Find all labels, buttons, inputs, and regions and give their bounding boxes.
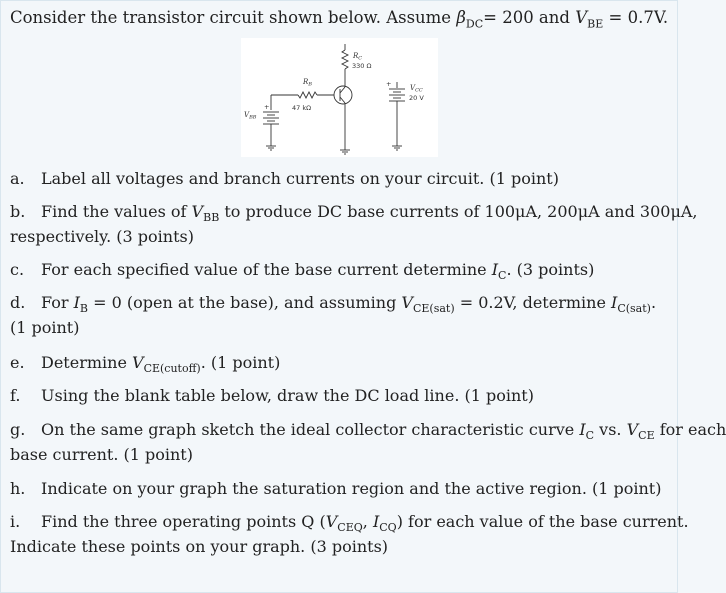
- vceq-symbol: V: [325, 512, 338, 531]
- question-d-label: d.: [10, 293, 26, 312]
- ic-subscript-g: C: [585, 429, 595, 443]
- vbb-subscript: BB: [203, 211, 220, 225]
- question-c-label: c.: [10, 260, 25, 279]
- question-i-line2: Indicate these points on your graph. (3 points): [10, 537, 389, 556]
- question-i-text-1: Find the three operating points Q (: [41, 512, 326, 531]
- vbb-symbol: V: [191, 202, 204, 221]
- question-d-text-1: For: [41, 293, 74, 312]
- question-i-text-2: ) for each value of the base current.: [396, 512, 689, 531]
- vce-symbol-g: V: [626, 420, 639, 439]
- intro-text-3: = 0.7V.: [603, 8, 669, 27]
- question-g-text-2: vs.: [594, 420, 627, 439]
- ib-symbol: I: [73, 293, 80, 312]
- vce-sat-symbol: V: [401, 293, 413, 312]
- rb-resistor: [298, 92, 317, 98]
- question-e-label: e.: [10, 353, 25, 372]
- beta-symbol: β: [456, 8, 466, 27]
- question-i-label: i.: [10, 512, 21, 531]
- question-g-text-1: On the same graph sketch the ideal collector characteristic curve: [41, 420, 580, 439]
- question-d-text-3: = 0.2V, determine: [454, 293, 611, 312]
- question-b: [10, 201, 698, 229]
- question-i: [10, 511, 689, 539]
- circuit-schematic: [241, 38, 438, 157]
- ic-symbol: I: [491, 260, 499, 279]
- question-f: [10, 385, 534, 407]
- question-h-text: Indicate on your graph the saturation region and the active region. (1 point): [41, 479, 662, 498]
- vce-cutoff-symbol: V: [132, 353, 144, 372]
- transistor-circuit-diagram: [241, 38, 438, 157]
- question-h-label: h.: [10, 479, 26, 498]
- question-b-text-1: Find the values of: [41, 202, 192, 221]
- question-i-comma: ,: [362, 512, 373, 531]
- question-e-text-2: . (1 point): [200, 353, 281, 372]
- rb-value: 47 kΩ: [292, 104, 312, 112]
- question-g: [10, 419, 726, 447]
- vbb-plus-sign: +: [264, 103, 270, 111]
- rc-value: 330 Ω: [352, 62, 372, 70]
- vbe-symbol: V: [575, 8, 588, 27]
- vce-sat-subscript: CE(sat): [412, 302, 455, 316]
- ic-symbol-g: I: [579, 420, 586, 439]
- ib-subscript: B: [79, 302, 89, 316]
- question-c-text-2: . (3 points): [506, 260, 595, 279]
- ic-subscript: C: [498, 269, 507, 283]
- ic-sat-subscript: C(sat): [617, 302, 651, 316]
- question-a: [10, 168, 559, 190]
- icq-subscript: CQ: [379, 521, 397, 535]
- rc-resistor: [342, 50, 348, 69]
- question-g-text-3: for each: [654, 420, 726, 439]
- question-c: [10, 259, 594, 287]
- vcc-label: $V_{CC}$: [410, 84, 423, 94]
- vbe-subscript: BE: [587, 17, 604, 31]
- question-f-label: f.: [10, 386, 21, 405]
- rb-label: $R_B$: [303, 78, 312, 88]
- question-d-text-2: = 0 (open at the base), and assuming: [88, 293, 402, 312]
- vceq-subscript: CEQ: [337, 521, 363, 535]
- question-f-text: Using the blank table below, draw the DC load line. (1 point): [41, 386, 534, 405]
- icq-symbol: I: [372, 512, 380, 531]
- vce-subscript-g: CE: [638, 429, 655, 443]
- question-g-line2: base current. (1 point): [10, 445, 193, 464]
- vce-cutoff-subscript: CE(cutoff): [143, 362, 201, 376]
- question-e-text-1: Determine: [41, 353, 132, 372]
- question-b-line2: respectively. (3 points): [10, 227, 194, 246]
- question-b-text-2: to produce DC base currents of 100μA, 200μA and 300μA,: [219, 202, 698, 221]
- question-a-text: Label all voltages and branch currents on your circuit. (1 point): [41, 169, 559, 188]
- question-b-label: b.: [10, 202, 26, 221]
- question-g-label: g.: [10, 420, 26, 439]
- intro-text-1: Consider the transistor circuit shown below. Assume: [10, 8, 457, 27]
- rc-label: $R_C$: [353, 52, 363, 62]
- vcc-plus-sign: +: [386, 80, 392, 88]
- vbb-label: $V_{BB}$: [244, 111, 257, 121]
- question-d-text-4: .: [650, 293, 657, 312]
- problem-intro: [10, 7, 668, 35]
- question-a-label: a.: [10, 169, 25, 188]
- question-h: [10, 478, 661, 500]
- question-c-text-1: For each specified value of the base current determine: [41, 260, 492, 279]
- question-d-line2: (1 point): [10, 318, 80, 337]
- ic-sat-symbol: I: [611, 293, 618, 312]
- beta-subscript: DC: [465, 17, 484, 31]
- intro-text-2: = 200 and: [483, 8, 576, 27]
- question-e: [10, 352, 280, 380]
- question-d: [10, 292, 656, 320]
- vcc-value: 20 V: [409, 94, 424, 102]
